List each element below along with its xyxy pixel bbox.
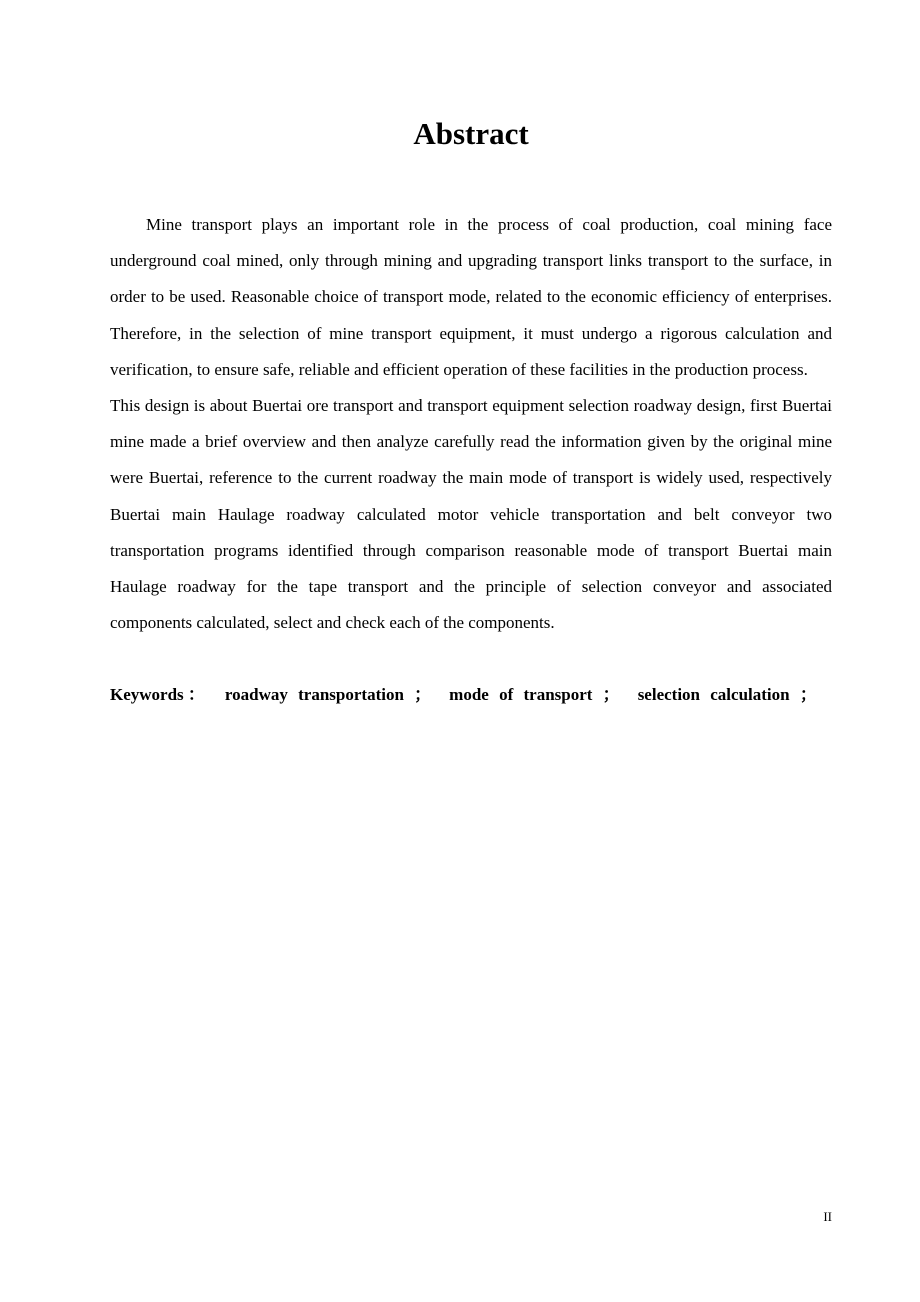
abstract-body: [110, 207, 832, 641]
abstract-paragraph-2: This design is about Buertai ore transport and transport equipment selection roadway design, first Buertai mine made a brief overview and then analyze carefully read the information given by the original mine were Buertai, reference to the current roadway the main mode of transport is widely used, respectively Buertai main Haulage roadway calculated motor vehicle transportation and belt conveyor two transportation programs identified through comparison reasonable mode of transport Buertai main Haulage roadway for the tape transport and the principle of selection conveyor and associated components calculated, select and check each of the components.: [110, 396, 832, 633]
keywords-label: Keywords ：: [110, 685, 205, 704]
abstract-paragraph-1: Mine transport plays an important role in the process of coal production, coal mining face underground coal mined, only through mining and upgrading transport links transport to the surface, in order to be used. Reasonable choice of transport mode, related to the economic efficiency of enterprises. Therefore, in the selection of mine transport equipment, it must undergo a rigorous calculation and verification, to ensure safe, reliable and efficient operation of these facilities in the production process.: [110, 215, 832, 379]
keyword-item: selection calculation ；: [637, 685, 817, 704]
keyword-item: mode of transport ；: [449, 685, 620, 704]
page-number: II: [823, 1209, 832, 1224]
keywords-line: [110, 677, 832, 713]
abstract-title: Abstract: [413, 116, 529, 151]
keyword-item: roadway transportation ；: [224, 685, 432, 704]
